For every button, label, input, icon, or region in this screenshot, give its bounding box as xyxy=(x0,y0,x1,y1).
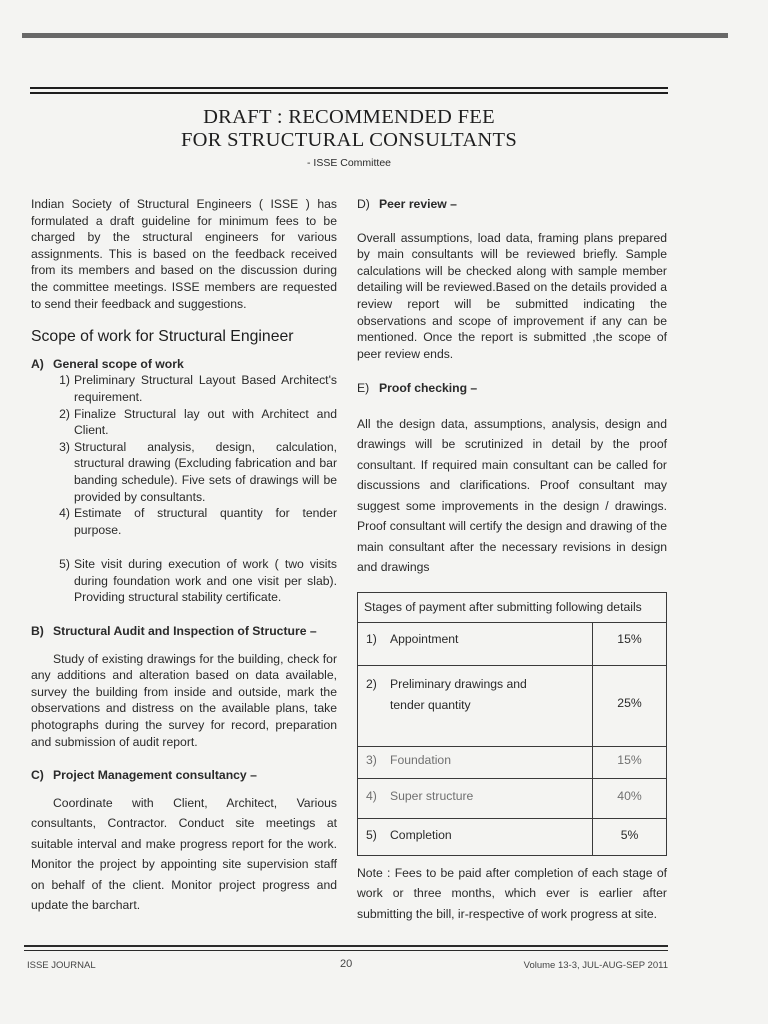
stage-label: Preliminary drawings and xyxy=(390,676,527,691)
stage-cell xyxy=(358,665,593,746)
footer-journal: ISSE JOURNAL xyxy=(27,960,96,971)
stage-cell xyxy=(358,778,593,818)
stage-label: Completion xyxy=(390,827,452,842)
footer-rule xyxy=(24,945,668,947)
section-d-letter: D) xyxy=(357,197,370,211)
list-item xyxy=(31,406,337,439)
scope-title: Scope of work for Structural Engineer xyxy=(31,328,294,346)
payment-table-header: Stages of payment after submitting following details xyxy=(358,592,667,622)
payment-note: Note : Fees to be paid after completion of each stage of work or three months, which ever is earlier after submitting the bill, ir-respective of work progress at site. xyxy=(357,865,667,921)
section-a-list xyxy=(31,372,337,606)
table-row xyxy=(358,778,667,818)
list-item-text: Estimate of structural quantity for tender purpose. xyxy=(74,506,337,537)
header-rule xyxy=(30,87,668,89)
section-b-title: Structural Audit and Inspection of Structure – xyxy=(53,624,317,639)
list-item-number: 5) xyxy=(59,557,70,572)
section-d-heading xyxy=(357,196,667,213)
stage-cell xyxy=(358,622,593,665)
stage-number: 4) xyxy=(366,788,377,803)
stage-percent: 5% xyxy=(593,818,667,855)
stage-number: 5) xyxy=(366,827,377,842)
intro-paragraph: Indian Society of Structural Engineers ( ISSE ) has formulated a draft guideline for minimum fees to be charged by the structural engineers for various assignments. This is based on the feedback received from its members and based on the discussion during the committee meetings. ISSE members are requested to send their feedback and suggestions. xyxy=(31,197,337,311)
title-line-2: FOR STRUCTURAL CONSULTANTS xyxy=(180,129,518,151)
page-number: 20 xyxy=(340,958,353,970)
list-item-text: Preliminary Structural Layout Based Architect's requirement. xyxy=(74,373,337,404)
section-b-heading xyxy=(31,623,337,640)
stage-percent: 25% xyxy=(593,665,667,746)
section-b-body: Study of existing drawings for the building, check for any additions and alteration based on data available, survey the building from inside and outside, mark the observations and distress on the available plans, take photographs during the survey for record, preparation and submission of audit report. xyxy=(31,651,337,749)
payment-table-header-row xyxy=(358,592,667,622)
table-row xyxy=(358,746,667,778)
stage-percent: 15% xyxy=(593,746,667,778)
list-item-text: Site visit during execution of work ( two visits during foundation work and one visit per slab). Providing structural stability certificate. xyxy=(74,557,337,605)
stage-label-line-2: tender quantity xyxy=(390,697,471,712)
stage-number: 2) xyxy=(366,676,377,691)
stage-label: Foundation xyxy=(390,752,451,767)
list-item xyxy=(31,439,337,505)
section-c-letter: C) xyxy=(31,768,44,783)
section-e-letter: E) xyxy=(357,381,370,396)
section-e-body: All the design data, assumptions, analysis, design and drawings will be scrutinized in detail by the proof consultant. If required main consultant can be called for discussions and clarifications. Proof consultant may suggest some improvements in the design / drawings. Proof consultant will certify the design and drawing of the main consultant after the necessary revisions in design and drawings xyxy=(357,416,667,575)
section-c-body: Coordinate with Client, Architect, Various consultants, Contractor. Conduct site meetings at suitable interval and make progress report for the work. Monitor the project by appointing site supervision staff on behalf of the client. Monitor project progress and update the barchart. xyxy=(31,795,337,913)
stage-percent: 15% xyxy=(593,622,667,665)
page-title xyxy=(30,106,668,152)
section-d-body: Overall assumptions, load data, framing plans prepared by main consultants will be reviewed briefly. Sample calculations will be checked along with sample member detailing will be reviewed.Based on the details provided a review report will be submitted indicating the observations and scope of improvement if any can be mentioned. Once the report is submitted ,the scope of peer review ends. xyxy=(357,230,667,361)
header-rule-secondary xyxy=(30,92,668,94)
list-item-number: 2) xyxy=(59,406,70,421)
list-item xyxy=(31,505,337,538)
stage-label: Appointment xyxy=(390,631,459,646)
table-row xyxy=(358,818,667,855)
section-d-title: Peer review – xyxy=(379,197,457,211)
committee-credit: - ISSE Committee xyxy=(306,157,392,169)
section-a-heading xyxy=(31,356,337,373)
list-item-text: Finalize Structural lay out with Architect and Client. xyxy=(74,406,337,438)
list-item xyxy=(31,372,337,405)
right-column xyxy=(357,196,667,924)
list-item-number: 3) xyxy=(59,439,70,454)
list-item xyxy=(31,556,337,606)
footer-rule-secondary xyxy=(24,950,668,951)
title-line-1: DRAFT : RECOMMENDED FEE xyxy=(203,106,495,128)
stage-number: 3) xyxy=(366,752,377,767)
list-item-number: 4) xyxy=(59,506,70,521)
left-column xyxy=(31,196,337,916)
section-e-heading xyxy=(357,380,667,397)
section-c-title: Project Management consultancy – xyxy=(53,768,257,783)
section-b-letter: B) xyxy=(31,624,44,639)
scan-top-line xyxy=(22,33,728,38)
section-a-letter: A) xyxy=(31,356,44,371)
stage-cell xyxy=(358,818,593,855)
table-row xyxy=(358,622,667,665)
stage-cell xyxy=(358,746,593,778)
stage-number: 1) xyxy=(366,631,377,646)
section-a-title: General scope of work xyxy=(53,356,184,371)
stage-percent: 40% xyxy=(593,778,667,818)
section-c-heading xyxy=(31,767,337,784)
list-item-number: 1) xyxy=(59,373,70,388)
list-item-text: Structural analysis, design, calculation, structural drawing (Excluding fabrication and bar banding schedule). Five sets of drawings will be provided by consultants. xyxy=(74,439,337,504)
stage-label: Super structure xyxy=(390,788,474,803)
payment-table xyxy=(357,592,667,856)
table-row xyxy=(358,665,667,746)
footer-volume: Volume 13-3, JUL-AUG-SEP 2011 xyxy=(523,960,668,971)
section-e-title: Proof checking – xyxy=(379,381,478,396)
